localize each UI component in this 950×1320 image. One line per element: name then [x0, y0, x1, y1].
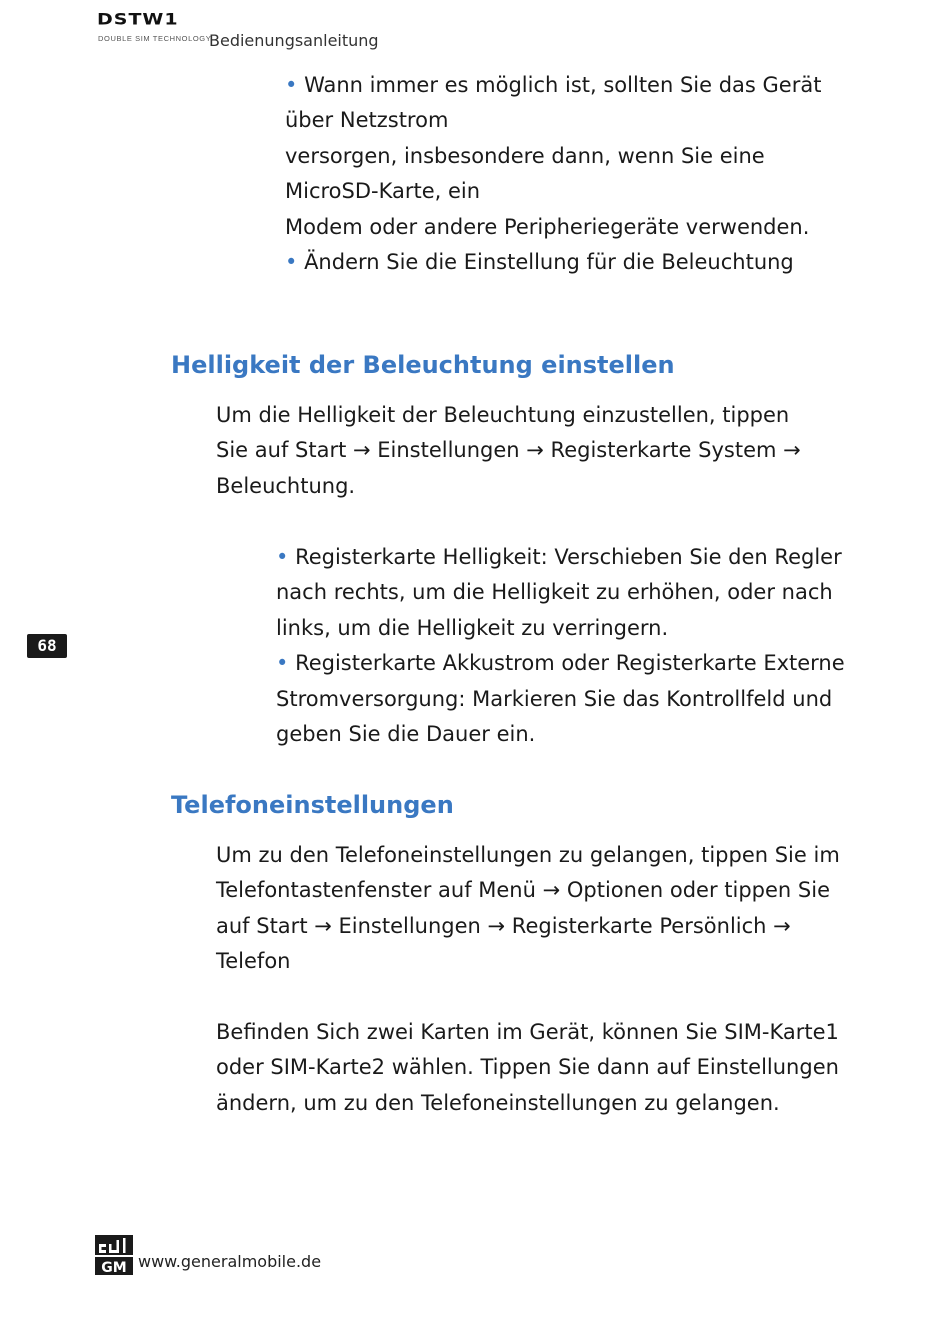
intro-line	[285, 245, 821, 280]
intro-line: Modem oder andere Peripheriegeräte verwenden.	[285, 214, 810, 239]
intro-line: versorgen, insbesondere dann, wenn Sie eine	[285, 143, 765, 168]
paragraph-line: oder SIM-Karte2 wählen. Tippen Sie dann auf Einstellungen	[216, 1055, 839, 1080]
bullet-line	[276, 540, 845, 575]
brightness-paragraph	[216, 398, 801, 504]
paragraph-line: Um zu den Telefoneinstellungen zu gelangen, tippen Sie im	[216, 843, 840, 867]
bullet-dot: •	[285, 73, 298, 97]
bullet-line	[276, 646, 845, 681]
section-heading-phone: Telefoneinstellungen	[171, 791, 454, 819]
paragraph-line: Telefontastenfenster auf Menü → Optionen oder tippen Sie	[216, 878, 830, 903]
bullet-line: geben Sie die Dauer ein.	[276, 722, 536, 747]
section-heading-brightness: Helligkeit der Beleuchtung einstellen	[171, 351, 675, 379]
bullet-line-text: Registerkarte Helligkeit: Verschieben Sie den Regler	[288, 545, 842, 569]
bullet-line: Stromversorgung: Markieren Sie das Kontrollfeld und	[276, 686, 833, 711]
bullet-line-text: Registerkarte Akkustrom oder Registerkarte Externe	[288, 651, 845, 676]
intro-line	[285, 68, 821, 103]
website-link[interactable]: www.generalmobile.de	[138, 1252, 322, 1271]
phone-paragraph-1	[216, 838, 840, 980]
paragraph-line: Sie auf Start → Einstellungen → Registerkarte System →	[216, 438, 801, 463]
bullet-line: links, um die Helligkeit zu verringern.	[276, 615, 669, 640]
phone-paragraph-2	[216, 1015, 839, 1121]
gm-logo-text: GM	[101, 1260, 127, 1275]
intro-line-text: Ändern Sie die Einstellung für die Beleuchtung	[297, 250, 794, 275]
intro-line: über Netzstrom	[285, 108, 449, 133]
intro-line: MicroSD-Karte, ein	[285, 179, 481, 204]
page-number-badge: 68	[27, 634, 67, 658]
paragraph-line: Telefon	[216, 949, 291, 974]
paragraph-line: Um die Helligkeit der Beleuchtung einzustellen, tippen	[216, 403, 790, 427]
bullet-dot: •	[276, 651, 289, 676]
paragraph-line: Befinden Sich zwei Karten im Gerät, können Sie SIM-Karte1	[216, 1020, 839, 1044]
intro-line-text: Wann immer es möglich ist, sollten Sie das Gerät	[297, 73, 822, 97]
paragraph-line: Beleuchtung.	[216, 473, 356, 498]
dstw1-logo: DSTW1	[97, 10, 179, 29]
intro-text	[285, 68, 821, 280]
paragraph-line: ändern, um zu den Telefoneinstellungen zu gelangen.	[216, 1090, 780, 1115]
general-mobile-logo-icon	[95, 1235, 133, 1275]
bullet-dot: •	[285, 250, 298, 275]
brightness-bullets	[276, 540, 845, 752]
logo-subtitle: DOUBLE SIM TECHNOLOGY	[98, 34, 212, 43]
paragraph-line: auf Start → Einstellungen → Registerkarte Persönlich →	[216, 913, 791, 938]
manual-title: Bedienungsanleitung	[209, 31, 379, 50]
bullet-line: nach rechts, um die Helligkeit zu erhöhen, oder nach	[276, 580, 833, 605]
bullet-dot: •	[276, 545, 289, 569]
